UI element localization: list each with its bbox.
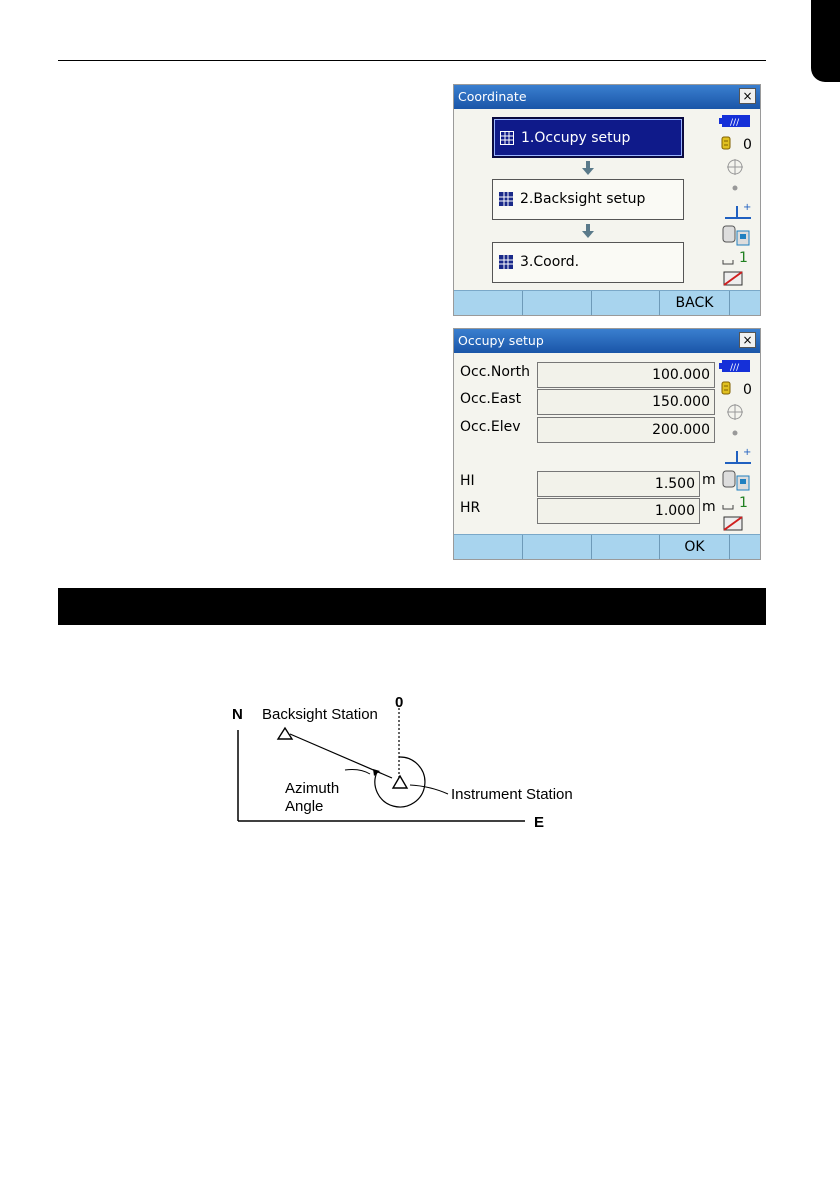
input-mode-icon — [719, 248, 739, 268]
azimuth-label-line1: Azimuth — [285, 780, 340, 797]
softkey-bar — [454, 534, 760, 559]
softkey-3[interactable] — [592, 535, 660, 559]
occupy-titlebar — [454, 329, 760, 353]
input-mode — [719, 248, 759, 270]
battery-icon — [719, 359, 759, 381]
input-mode-value: 1 — [739, 250, 748, 266]
menu-item-label: 1.Occupy setup — [521, 130, 631, 146]
prism-icon — [719, 380, 733, 396]
grid-icon — [499, 255, 513, 269]
svg-text:///: /// — [730, 363, 740, 373]
coordinate-titlebar — [454, 85, 760, 109]
occ-east-field[interactable]: 150.000 — [537, 389, 715, 415]
header-rule — [58, 60, 766, 61]
softkey-2[interactable] — [523, 291, 592, 315]
north-label: N — [232, 706, 243, 723]
target-mode-icon — [719, 445, 759, 467]
grid-icon — [499, 192, 513, 206]
target-mode-icon — [719, 200, 759, 222]
hi-label: HI — [460, 473, 475, 489]
grid-icon — [500, 131, 514, 145]
occ-east-label: Occ.East — [460, 391, 522, 407]
instrument-label: Instrument Station — [451, 786, 573, 803]
hr-unit: m — [702, 499, 716, 515]
softkey-2[interactable] — [523, 535, 592, 559]
azimuth-diagram — [220, 690, 600, 835]
softkey-1[interactable] — [454, 535, 523, 559]
input-mode-value: 1 — [739, 495, 748, 511]
back-button[interactable]: BACK — [660, 291, 730, 315]
softkey-1[interactable] — [454, 291, 523, 315]
hr-field[interactable]: 1.000 — [537, 498, 700, 524]
softkey-5[interactable] — [730, 535, 760, 559]
arrow-down-icon — [582, 161, 594, 175]
prism-constant — [719, 380, 759, 402]
prism-icon — [719, 135, 733, 151]
tilt-crosshair-icon — [719, 158, 759, 180]
laser-dot-icon — [719, 425, 759, 447]
tilt-crosshair-icon — [719, 403, 759, 425]
memory-icon — [719, 270, 759, 292]
azimuth-label-line2: Angle — [285, 798, 324, 815]
hi-field[interactable]: 1.500 — [537, 471, 700, 497]
occ-elev-label: Occ.Elev — [460, 419, 521, 435]
softkey-bar — [454, 290, 760, 315]
input-mode-icon — [719, 493, 739, 513]
ok-button[interactable]: OK — [660, 535, 730, 559]
laser-dot-icon — [719, 180, 759, 202]
bluetooth-device-icon — [719, 223, 759, 245]
arrow-down-icon — [582, 224, 594, 238]
svg-text:+: + — [743, 447, 752, 458]
backsight-label: Backsight Station — [262, 706, 378, 723]
occ-north-label: Occ.North — [460, 364, 531, 380]
menu-item-backsight-setup[interactable] — [492, 179, 684, 220]
hi-unit: m — [702, 472, 716, 488]
svg-text:+: + — [743, 202, 752, 213]
prism-constant — [719, 135, 759, 157]
prism-constant-value: 0 — [743, 382, 752, 398]
input-mode — [719, 493, 759, 515]
coordinate-window — [453, 84, 761, 316]
close-button[interactable]: × — [739, 88, 756, 104]
menu-item-coord[interactable] — [492, 242, 684, 283]
menu-item-label: 2.Backsight setup — [520, 191, 646, 207]
window-title: Occupy setup — [458, 333, 544, 348]
menu-item-label: 3.Coord. — [520, 254, 580, 270]
chapter-tab — [811, 0, 840, 82]
menu-item-occupy-setup[interactable] — [492, 117, 684, 158]
bluetooth-device-icon — [719, 468, 759, 490]
occ-elev-field[interactable]: 200.000 — [537, 417, 715, 443]
close-button[interactable]: × — [739, 332, 756, 348]
prism-constant-value: 0 — [743, 137, 752, 153]
occ-north-field[interactable]: 100.000 — [537, 362, 715, 388]
battery-icon — [719, 114, 759, 136]
zero-label: 0 — [395, 694, 404, 711]
hr-label: HR — [460, 500, 481, 516]
svg-text:///: /// — [730, 118, 740, 128]
section-heading-bar — [58, 588, 766, 625]
east-label: E — [534, 814, 545, 831]
softkey-3[interactable] — [592, 291, 660, 315]
window-title: Coordinate — [458, 89, 527, 104]
softkey-5[interactable] — [730, 291, 760, 315]
occupy-setup-window — [453, 328, 761, 560]
